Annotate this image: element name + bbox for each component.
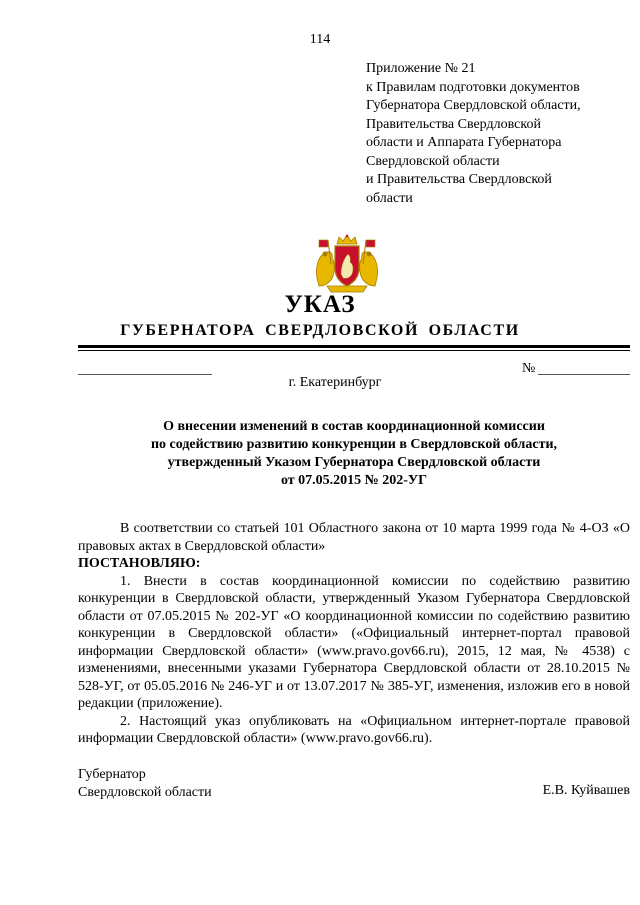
appendix-line: и Правительства Свердловской bbox=[366, 172, 552, 187]
document-type-heading: УКАЗ bbox=[284, 291, 356, 318]
document-body bbox=[78, 520, 630, 748]
appendix-line: Правительства Свердловской bbox=[366, 116, 541, 132]
appendix-line: Свердловской области bbox=[366, 153, 500, 169]
appendix-line: Губернатора Свердловской области, bbox=[366, 98, 581, 113]
title-line: по содействию развитию конкуренции в Свердловской области, bbox=[150, 437, 558, 452]
document-title bbox=[78, 418, 630, 490]
title-line: от 07.05.2015 № 202-УГ bbox=[280, 473, 428, 488]
item-1-paragraph: 1. Внести в состав координационной комиссии по содействию развитию конкуренции в Свердловской области, утвержденный Указом Губернатора Свердловской области от 07.05.2015 № 202-УГ «О координационной комиссии по содействию развитию конкуренции в Свердловской области» («Официальный интернет-портал правовой информации Свердловской области» (www.pravo.gov66.ru), 2015, 12 мая, № 4538) с изменениями, внесенными указами Губернатора Свердловской области от 28.10.2015 № 528-УГ, от 05.05.2016 № 246-УГ и от 13.07.2017 № 385-УГ, изменения, изложив его в новой редакции (приложение). bbox=[78, 573, 630, 711]
signatory-title-line: Губернатор bbox=[78, 767, 146, 782]
city-label: г. Екатеринбург bbox=[288, 375, 382, 390]
appendix-line: к Правилам подготовки документов bbox=[366, 79, 580, 95]
item-2-paragraph: 2. Настоящий указ опубликовать на «Официальном интернет-портале правовой информации Свердловской области» (www.pravo.gov66.ru). bbox=[78, 713, 630, 746]
preamble-paragraph: В соответствии со статьей 101 Областного закона от 10 марта 1999 года № 4-ОЗ «О правовых актах в Свердловской области» bbox=[78, 521, 630, 554]
signatory-title bbox=[78, 766, 212, 801]
decree-word: ПОСТАНОВЛЯЮ: bbox=[78, 556, 201, 571]
title-line: утвержденный Указом Губернатора Свердловской области bbox=[167, 455, 541, 470]
header-rule-thin bbox=[78, 350, 630, 351]
page-number: 114 bbox=[309, 32, 331, 47]
issuer-heading: ГУБЕРНАТОРА СВЕРДЛОВСКОЙ ОБЛАСТИ bbox=[120, 322, 520, 339]
appendix-line: области и Аппарата Губернатора bbox=[366, 135, 562, 150]
coat-of-arms-icon bbox=[313, 234, 381, 294]
title-line: О внесении изменений в состав координационной комиссии bbox=[163, 419, 545, 434]
appendix-line: области bbox=[366, 190, 413, 206]
appendix-line: Приложение № 21 bbox=[366, 61, 476, 76]
appendix-block bbox=[366, 60, 626, 208]
header-rule-thick bbox=[78, 345, 630, 348]
signatory-title-line: Свердловской области bbox=[78, 784, 212, 800]
signatory-name: Е.В. Куйвашев bbox=[542, 783, 630, 798]
number-label: № bbox=[522, 361, 536, 376]
